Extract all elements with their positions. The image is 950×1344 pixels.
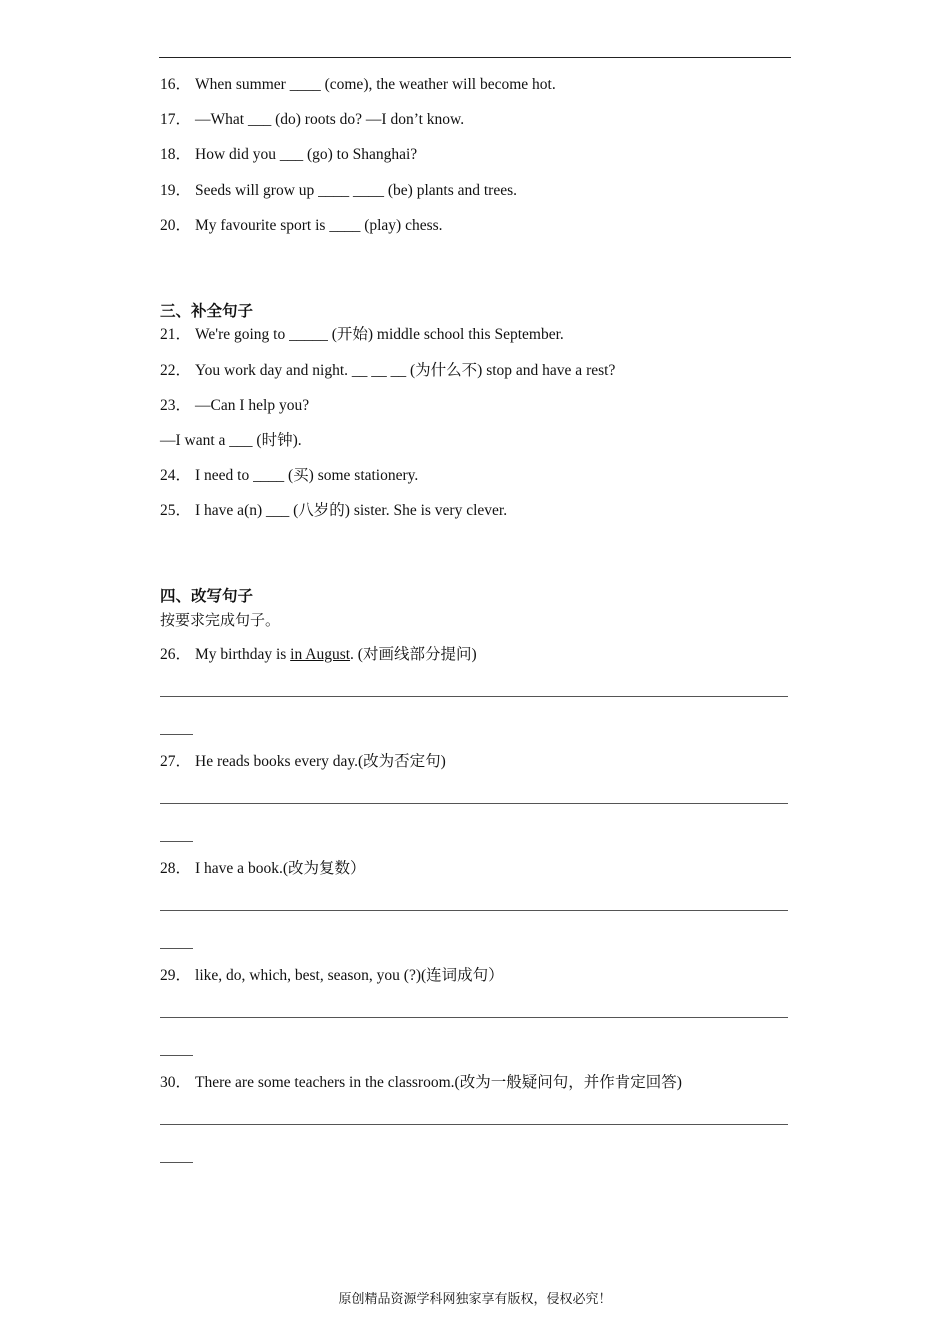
question-number: 26． (160, 646, 192, 663)
copyright-footer: 原创精品资源学科网独家享有版权，侵权必究！ (338, 1291, 612, 1306)
answer-line[interactable] (160, 1124, 788, 1125)
question-29 (160, 966, 504, 986)
question-18 (160, 145, 417, 165)
question-text: I have a book.(改为复数） (195, 860, 366, 877)
question-number: 22． (160, 362, 192, 379)
answer-line-end[interactable] (160, 1162, 193, 1163)
question-number: 19． (160, 182, 192, 199)
question-number: 25． (160, 502, 192, 519)
question-19 (160, 181, 517, 201)
question-text: When summer ____ (come), the weather will become hot. (195, 76, 556, 93)
section-3-title: 三、补全句子 (160, 302, 254, 320)
question-text: You work day and night. __ __ __ (为什么不) stop and have a rest? (195, 362, 616, 379)
question-number: 16． (160, 76, 192, 93)
question-text: My favourite sport is ____ (play) chess. (195, 217, 443, 234)
question-text: There are some teachers in the classroom.(改为一般疑问句，并作肯定回答) (195, 1074, 682, 1091)
question-number: 29． (160, 967, 192, 984)
question-number: 21． (160, 326, 192, 343)
answer-line[interactable] (160, 696, 788, 697)
question-text: I have a(n) ___ (八岁的) sister. She is very clever. (195, 502, 508, 519)
answer-line-end[interactable] (160, 734, 193, 735)
header-rule (159, 57, 791, 58)
answer-line[interactable] (160, 1017, 788, 1018)
question-23 (160, 396, 309, 416)
answer-line-end[interactable] (160, 1055, 193, 1056)
answer-line[interactable] (160, 803, 788, 804)
question-16 (160, 75, 556, 95)
question-text: How did you ___ (go) to Shanghai? (195, 146, 418, 163)
underlined-phrase: in August (290, 646, 351, 663)
question-text: He reads books every day.(改为否定句) (195, 753, 446, 770)
question-28 (160, 859, 365, 879)
answer-line[interactable] (160, 910, 788, 911)
section-4-instruction: 按要求完成句子。 (160, 613, 281, 629)
answer-line-end[interactable] (160, 841, 193, 842)
question-number: 30． (160, 1074, 192, 1091)
question-number: 24． (160, 467, 192, 484)
question-text: We're going to _____ (开始) middle school this September. (195, 326, 564, 343)
question-24 (160, 466, 418, 486)
section-4-title: 四、改写句子 (160, 587, 254, 605)
question-text: Seeds will grow up ____ ____ (be) plants and trees. (195, 182, 518, 199)
question-25 (160, 501, 507, 521)
answer-line-end[interactable] (160, 948, 193, 949)
question-text-post: . (对画线部分提问) (350, 646, 477, 663)
question-number: 28． (160, 860, 192, 877)
question-text: —What ___ (do) roots do? —I don’t know. (195, 111, 465, 128)
question-text: I need to ____ (买) some stationery. (195, 467, 419, 484)
question-27 (160, 752, 446, 772)
question-21 (160, 325, 564, 345)
question-23-response: —I want a ___ (时钟). (160, 432, 302, 449)
question-text-pre: My birthday is (195, 646, 291, 663)
question-17 (160, 110, 464, 130)
question-text: like, do, which, best, season, you (?)(连词成句） (195, 967, 504, 984)
question-number: 17． (160, 111, 192, 128)
question-20 (160, 216, 443, 236)
question-26 (160, 645, 477, 665)
question-number: 20． (160, 217, 192, 234)
question-22 (160, 361, 615, 381)
question-number: 23． (160, 397, 192, 414)
question-30 (160, 1073, 682, 1093)
question-text: —Can I help you? (195, 397, 310, 414)
question-number: 18． (160, 146, 192, 163)
question-number: 27． (160, 753, 192, 770)
